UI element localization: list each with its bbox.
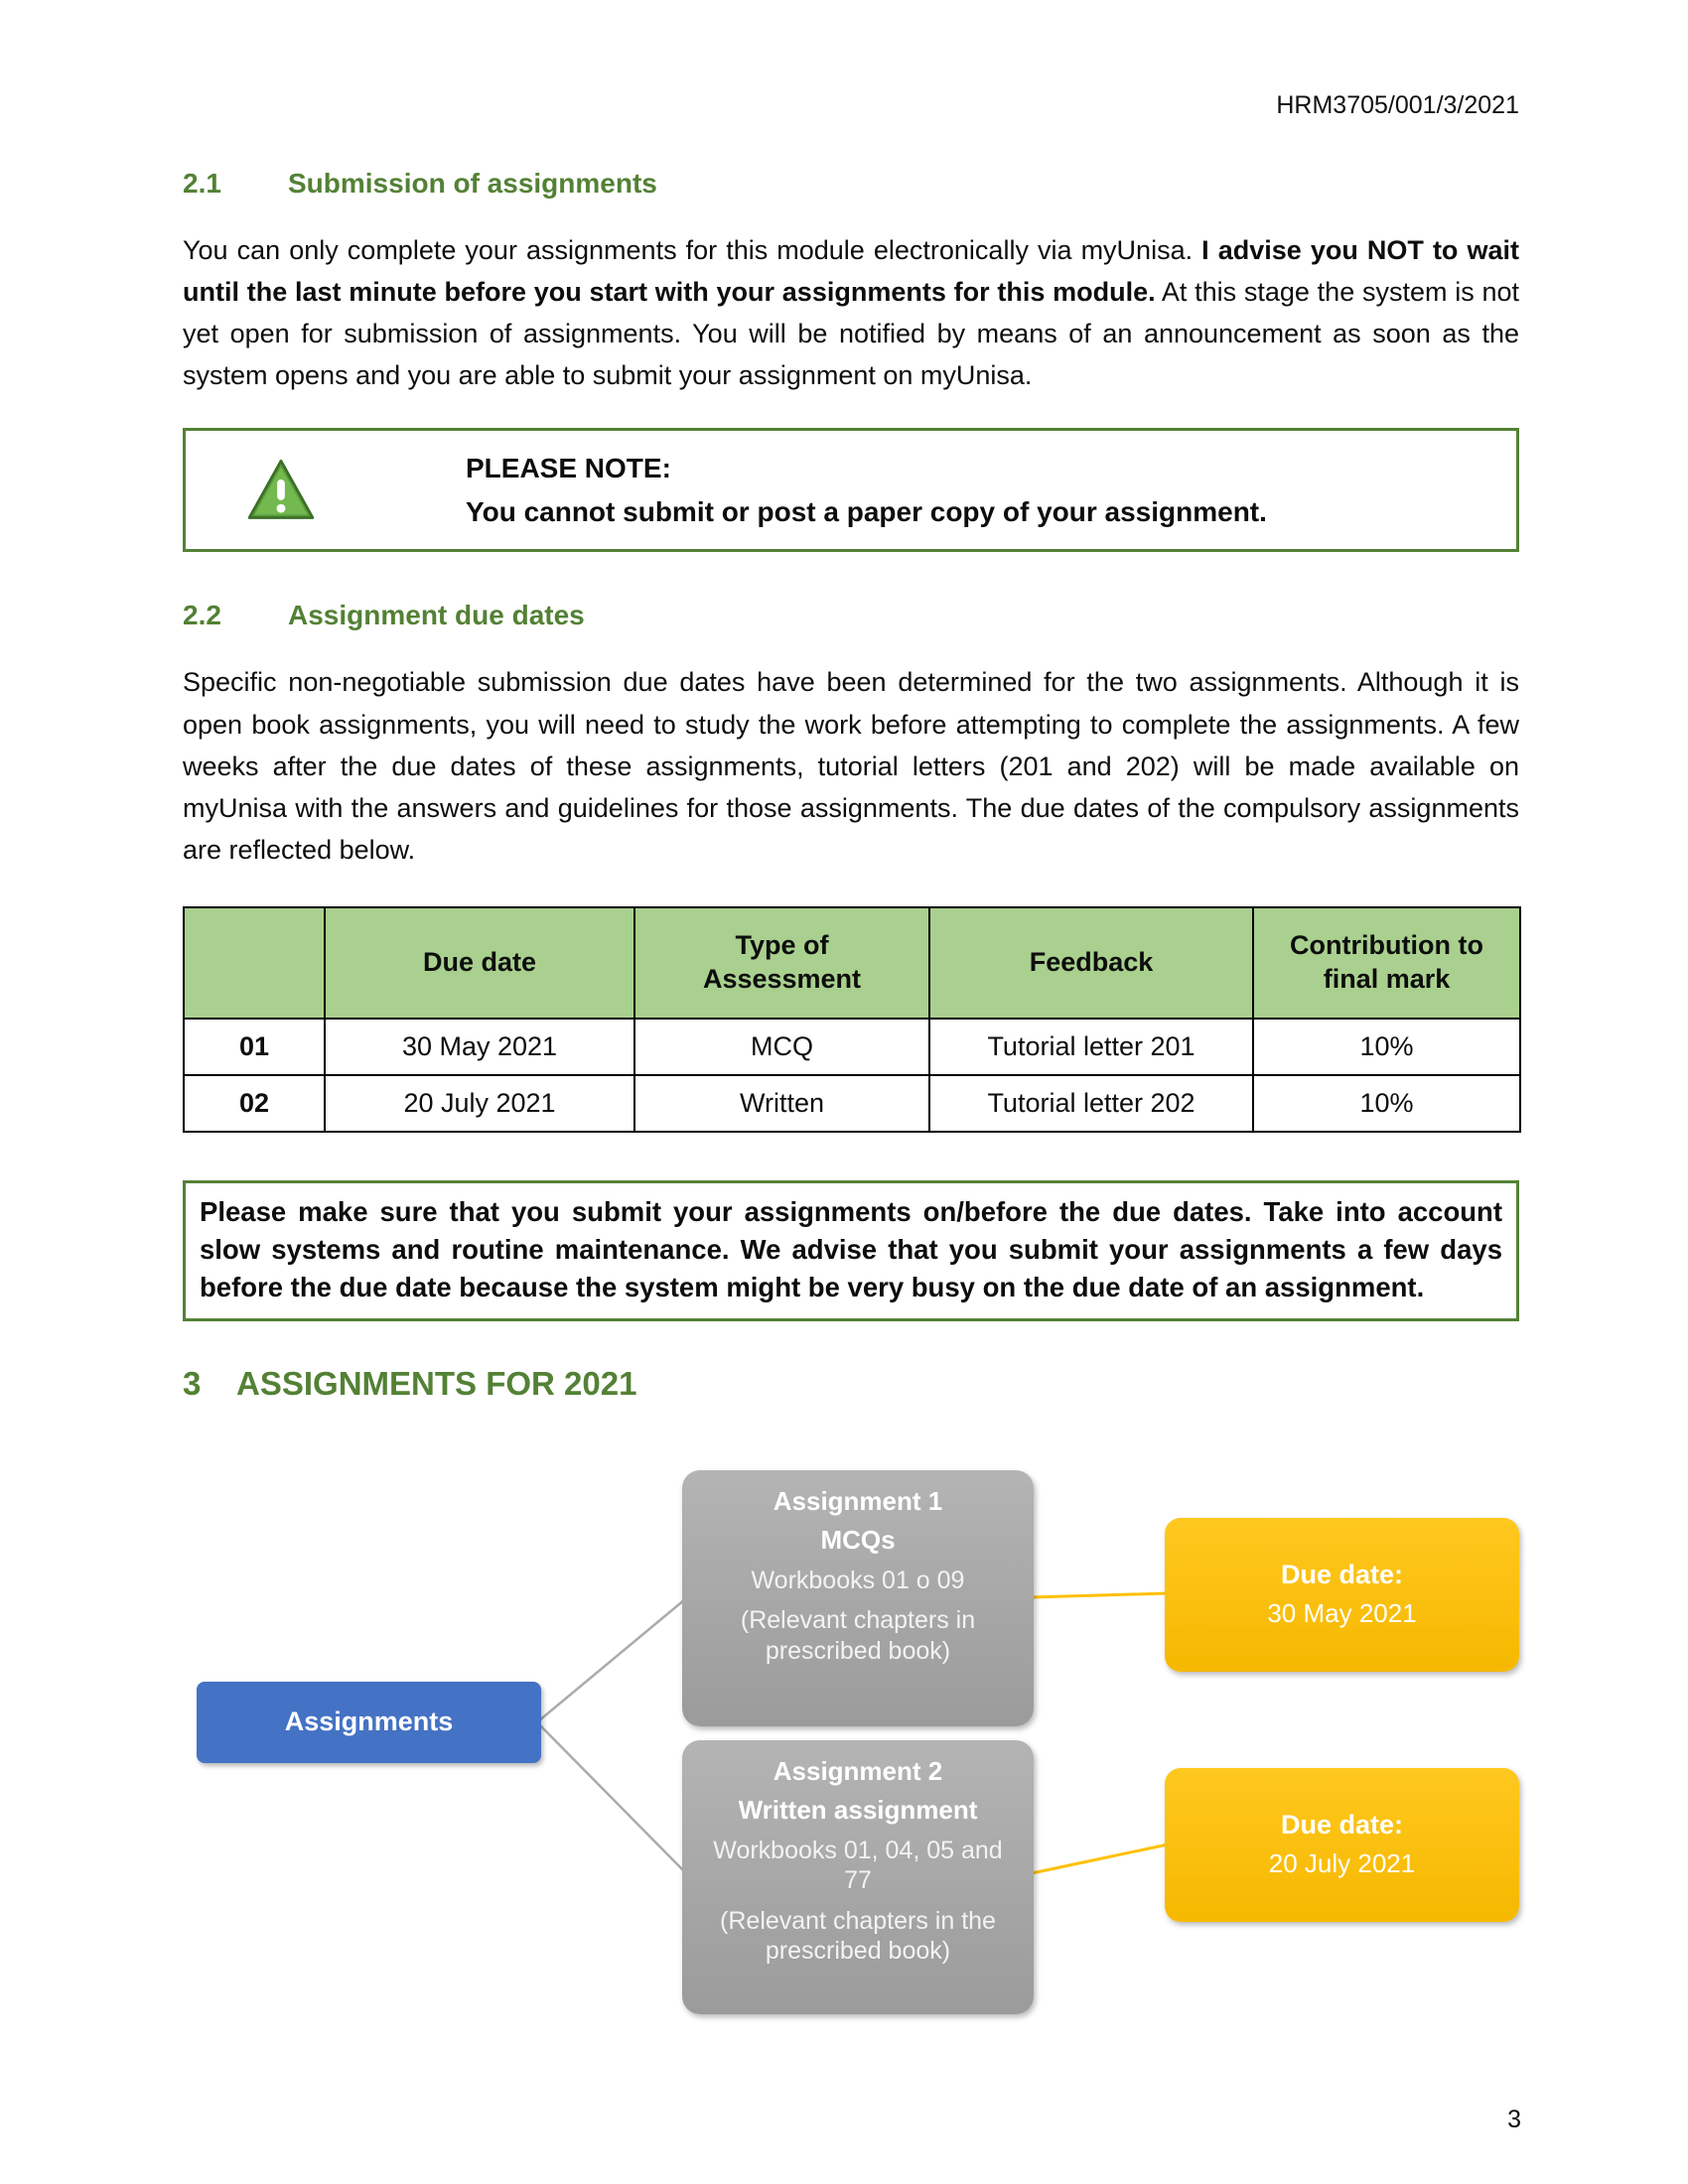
submission-warning-box: Please make sure that you submit your assignments on/before the due dates. Take into account slow systems and routine maintenance. We advise that you submit your assignments a few days before the due date because the system might be very busy on the due date of an assignment. — [183, 1180, 1519, 1321]
page-number: 3 — [1507, 2106, 1521, 2133]
assignment-due-dates-table — [183, 906, 1521, 1133]
assignment-1-subtitle: MCQs — [820, 1524, 896, 1555]
table-header-cell-type: Type of Assessment — [634, 907, 929, 1019]
assignments-root-node: Assignments — [197, 1682, 541, 1763]
table-cell-contribution: 10% — [1253, 1075, 1520, 1132]
due-date-1-value: 30 May 2021 — [1267, 1598, 1417, 1629]
section-number: 2.1 — [183, 168, 221, 199]
due-date-2-node — [1165, 1768, 1519, 1922]
assignment-1-workbooks: Workbooks 01 o 09 — [751, 1566, 965, 1594]
assignment-2-node — [682, 1740, 1034, 2014]
due-date-1-node — [1165, 1518, 1519, 1672]
please-note-body: You cannot submit or post a paper copy of your assignment. — [466, 495, 1267, 527]
table-cell-contribution: 10% — [1253, 1019, 1520, 1075]
paragraph-text: At this stage the system is not yet open for submission of assignments. You will be notified by means of an announcement as soon as the system opens and you are able to submit your assignment on myUnisa. — [183, 277, 1519, 391]
assignment-1-title: Assignment 1 — [773, 1485, 943, 1516]
section-number: 3 — [183, 1364, 202, 1402]
please-note-text-block — [466, 453, 1267, 528]
due-date-1-label: Due date: — [1280, 1560, 1404, 1590]
assignment-1-node — [682, 1470, 1034, 1726]
assignment-1-chapters: (Relevant chapters in prescribed book) — [740, 1606, 976, 1665]
section-heading-2-1 — [183, 168, 1519, 200]
assignment-2-title: Assignment 2 — [773, 1755, 943, 1786]
table-cell-type: Written — [634, 1075, 929, 1132]
assignment-2-chapters: (Relevant chapters in the prescribed book) — [720, 1906, 996, 1966]
paragraph-submission — [183, 229, 1519, 396]
page-content — [183, 0, 1519, 2014]
table-header-cell-feedback: Feedback — [929, 907, 1253, 1019]
assignments-diagram — [183, 1470, 1519, 2014]
section-number: 2.2 — [183, 600, 221, 631]
assignment-2-workbooks: Workbooks 01, 04, 05 and 77 — [713, 1836, 1003, 1895]
table-cell-feedback: Tutorial letter 202 — [929, 1075, 1253, 1132]
please-note-box — [183, 428, 1519, 552]
document-reference: HRM3705/001/3/2021 — [1276, 91, 1519, 119]
warning-triangle-icon — [245, 458, 317, 523]
section-title: Submission of assignments — [288, 168, 657, 199]
table-cell-number: 01 — [184, 1019, 325, 1075]
table-cell-due-date: 30 May 2021 — [325, 1019, 634, 1075]
table-header-cell-due-date: Due date — [325, 907, 634, 1019]
table-header-cell-contribution: Contribution to final mark — [1253, 907, 1520, 1019]
paragraph-due-dates: Specific non-negotiable submission due dates have been determined for the two assignments. Although it is open book assignments, you will need to study the work before attempting to complete the assignments. A few weeks after the due dates of these assignments, tutorial letters (201 and 202) will be made available on myUnisa with the answers and guidelines for those assignments. The due dates of the compulsory assignments are reflected below. — [183, 667, 1519, 865]
table-cell-feedback: Tutorial letter 201 — [929, 1019, 1253, 1075]
table-header-row — [184, 907, 1520, 1019]
section-title: Assignment due dates — [288, 600, 585, 631]
due-date-2-label: Due date: — [1280, 1810, 1404, 1841]
table-header-cell-blank — [184, 907, 325, 1019]
paragraph-bold-text: I advise you NOT to wait until the last minute before you start with your assignments for this module. — [183, 235, 1519, 308]
section-heading-3 — [183, 1365, 1519, 1403]
table-row — [184, 1075, 1520, 1132]
table-cell-type: MCQ — [634, 1019, 929, 1075]
table-cell-due-date: 20 July 2021 — [325, 1075, 634, 1132]
table-row — [184, 1019, 1520, 1075]
section-heading-2-2 — [183, 600, 1519, 631]
table-cell-number: 02 — [184, 1075, 325, 1132]
section-title: ASSIGNMENTS FOR 2021 — [236, 1364, 637, 1402]
due-date-2-value: 20 July 2021 — [1268, 1848, 1416, 1879]
paragraph-text: You can only complete your assignments for this module electronically via myUnisa. — [183, 235, 1202, 265]
assignment-2-subtitle: Written assignment — [738, 1794, 978, 1825]
please-note-title: PLEASE NOTE: — [466, 452, 671, 483]
